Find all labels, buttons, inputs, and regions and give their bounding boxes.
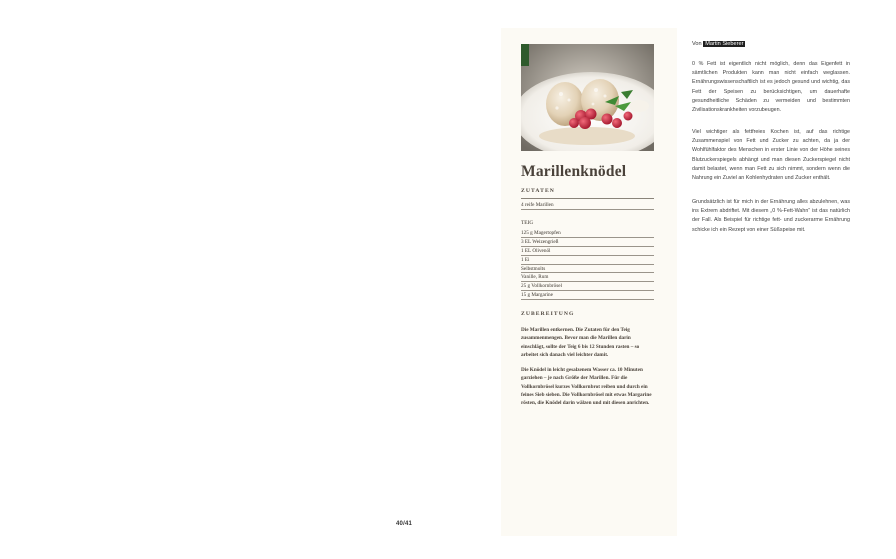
- recipe-title: Marillenknödel: [521, 163, 627, 180]
- ingredients-list-dough: [521, 229, 654, 300]
- ingredient-item: 125 g Magertopfen: [521, 229, 654, 238]
- ingredient-item: 1 Ei: [521, 256, 654, 265]
- ingredient-item: 1 EL Olivenöl: [521, 247, 654, 256]
- article-paragraph-3: Grundsätzlich ist für mich in der Ernährung alles abzulehnen, was ins Extrem abdriftet. Mit diesem „0 %-Fett-Wahn“ ist das natürlich der Fall. Als Beispiel für richtige fett- und zuckerarme Ernährung schicke ich ein Rezept von einer Süßspeise mit.: [692, 199, 850, 233]
- ingredient-item: Vanille, Rum: [521, 273, 654, 282]
- article-paragraph-1: 0 % Fett ist eigentlich nicht möglich, denn das Eigenfett in sämtlichen Produkten kann man nicht einfach weglassen. Ernährungswissenschaftlich ist es jedoch gesund und wichtig, das Fett der Speisen zu berücksichtigen, um dauerhafte gesundheitliche Schäden zu vermeiden und bestimmten Zivilisationskrankheiten vorzubeugen.: [692, 61, 850, 114]
- preparation-step-1: Die Marillen entkernen. Die Zutaten für den Teig zusammenmengen. Bevor man die Marillen darin einschlägt, sollte der Teig 6 bis 12 Stunden rasten – so arbeitet sich danach viel leichter damit.: [521, 327, 640, 358]
- ingredients-heading: ZUTATEN: [521, 188, 555, 194]
- dumplings-image: [521, 44, 654, 151]
- ingredients-list-top: [521, 201, 654, 210]
- ingredient-item: 3 EL Weizengrieß: [521, 238, 654, 247]
- dough-label: TEIG: [521, 220, 534, 226]
- ingredient-item: Selbstmolts: [521, 265, 654, 274]
- ingredient-item: 15 g Margarine: [521, 291, 654, 300]
- ingredients-rule: [521, 198, 654, 199]
- preparation-heading: ZUBEREITUNG: [521, 311, 575, 317]
- article-paragraph-2: Viel wichtiger als fettfreies Kochen ist, auf das richtige Zusammenspiel von Fett und Zucker zu achten, da ja der Wohlfühlfaktor des Menschen in erster Linie von der Höhe seines Blutzuckerspiegels abhängt und man diesen Zuckerspiegel nicht damit belastet, wenn man Fett zu sich nimmt, sondern wenn die Nahrung ein Zuviel an Kohlenhydraten und Zucker enthält.: [692, 129, 850, 182]
- dish-photo: [521, 44, 654, 151]
- ingredient-item: 4 reife Marillen: [521, 201, 654, 210]
- author-line: [692, 41, 745, 47]
- ingredient-item: 25 g Vollkornbrösel: [521, 282, 654, 291]
- preparation-step-2: Die Knödel in leicht gesalzenem Wasser ca. 10 Minuten garziehen – je nach Größe der Marillen. Für die Vollkornbrösel kurzes Vollkornbrot reiben und durch ein feines Sieb sieben. Die Vollkornbrösel mit etwas Margarine rösten, die Knödel darin wälzen und mit diesen anrichten.: [521, 367, 652, 407]
- author-prefix: Von: [692, 41, 702, 47]
- author-name: Martin Sieberer: [705, 41, 744, 47]
- page-number: 40/41: [396, 521, 413, 527]
